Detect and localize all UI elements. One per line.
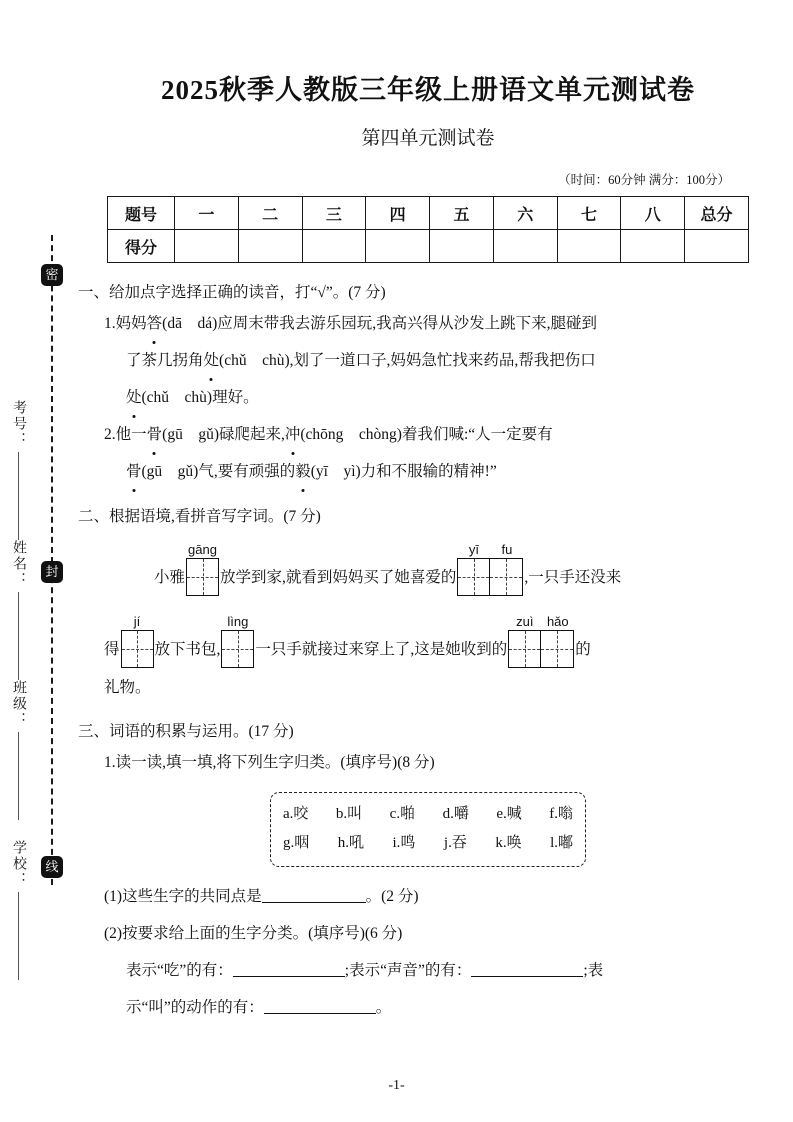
page-title: 2025秋季人教版三年级上册语文单元测试卷 — [161, 75, 695, 105]
paper-content — [78, 0, 778, 1023]
sub2-c: ;表 — [583, 961, 604, 979]
section-one-question-2 — [78, 419, 778, 450]
section-one-question-1 — [78, 308, 778, 339]
char-option-k: k.唤 — [495, 835, 522, 852]
sub2-b: ;表示“声音”的有： — [344, 961, 472, 979]
score-table — [107, 196, 749, 263]
pinyin-ling: lìng — [227, 614, 249, 629]
score-table-row-label-2: 得分 — [108, 230, 175, 263]
char-option-b: b.叫 — [335, 806, 363, 822]
field-name-line — [18, 592, 19, 680]
tianzige-cell[interactable] — [221, 630, 254, 668]
score-table-col-7: 七 — [557, 197, 621, 230]
field-exam-number-label: 考号： — [11, 400, 26, 448]
q2-l1-m1: (gū gǔ)碌爬起来, — [162, 426, 285, 443]
q1-l1-a: 妈妈 — [115, 315, 147, 332]
char-option-h: h.吼 — [337, 835, 365, 852]
s2-l1-b: 放学到家,就看到妈妈买了她喜爱的 — [220, 569, 457, 586]
tianzige-cell[interactable] — [490, 558, 523, 596]
score-table-col-8: 八 — [621, 197, 685, 230]
char-option-a: a.咬 — [283, 806, 309, 822]
seal-badge-feng: 封 — [41, 561, 63, 583]
field-class-label: 班级： — [11, 680, 26, 728]
char-option-f: f.嗡 — [549, 806, 573, 822]
sub2-d: 示“叫”的动作的有： — [126, 998, 264, 1016]
section-two-line-2 — [78, 614, 778, 668]
q2-dot-char-chong[interactable]: 冲 — [285, 419, 301, 450]
section-one-question-1-line3 — [78, 382, 778, 413]
tianzige-ji[interactable] — [121, 614, 154, 668]
pinyin-ji: jí — [133, 614, 141, 629]
section-one-heading — [78, 280, 778, 302]
table-row-scores — [108, 230, 749, 263]
section-two-line-1 — [78, 542, 778, 596]
table-row-header — [108, 197, 749, 230]
section-three-heading: 三、词语的积累与运用。(17 分) — [78, 723, 294, 740]
char-option-l: l.嘟 — [550, 835, 573, 852]
section-two-line-3: 礼物。 — [104, 679, 151, 696]
q2-l1-m2: (chōng chòng)着我们喊:“人一定要有 — [300, 426, 553, 443]
score-cell-total[interactable] — [685, 230, 749, 263]
score-cell-5[interactable] — [430, 230, 494, 263]
q1-l2-b: (chǔ chù),划了一道口子,妈妈急忙找来药品,帮我把伤口 — [219, 352, 596, 369]
field-name[interactable] — [8, 540, 28, 680]
field-exam-number-line — [18, 452, 19, 540]
q2-l2-m1: (gū gǔ)气,要有顽强的 — [141, 463, 296, 480]
tianzige-gang[interactable] — [186, 542, 219, 596]
sealing-margin — [0, 0, 72, 1122]
field-school-label: 学校： — [11, 840, 26, 888]
q2-l2-m2: (yī yì)力和不服输的精神!” — [310, 463, 497, 480]
section-three-question-1-heading: 1.读一读,填一填,将下列生字归类。(填序号)(8 分) — [104, 754, 435, 771]
q1-l3-b: (chǔ chù)理好。 — [141, 389, 259, 406]
s2-l2-c: 一只手就接过来穿上了,这是她收到的 — [255, 641, 508, 658]
section-two-heading: 二、根据语境,看拼音写字词。(7 分) — [78, 508, 321, 525]
q1-dot-char-da[interactable]: 答 — [147, 308, 163, 339]
score-table-row-label-1: 题号 — [108, 197, 175, 230]
pinyin-gang: gāng — [188, 542, 217, 557]
q1-dot-char-chu-2[interactable]: 处 — [126, 382, 142, 413]
tianzige-cell[interactable] — [186, 558, 219, 596]
sub2-e: 。 — [375, 998, 392, 1016]
q1-l2-a: 了茶几拐角 — [126, 352, 204, 369]
s2-l2-a: 得 — [104, 641, 120, 658]
score-cell-2[interactable] — [238, 230, 302, 263]
sub2-blank-call[interactable] — [264, 997, 376, 1014]
tianzige-zuihao[interactable] — [508, 614, 574, 668]
s2-l1-a: 小雅 — [154, 569, 186, 586]
tianzige-cell[interactable] — [457, 558, 490, 596]
field-exam-number[interactable] — [8, 400, 28, 540]
char-option-d: d.嚼 — [442, 806, 469, 822]
seal-dash-line — [51, 235, 53, 885]
char-option-j: j.吞 — [443, 835, 467, 852]
pinyin-hao: hǎo — [546, 614, 569, 629]
score-cell-8[interactable] — [621, 230, 685, 263]
section-three-sub-2-heading: (2)按要求给上面的生字分类。(填序号)(6 分) — [104, 924, 403, 942]
tianzige-cell[interactable] — [508, 630, 541, 668]
char-option-g: g.咽 — [283, 835, 310, 852]
character-row-2 — [283, 829, 573, 858]
exam-meta: （时间：60分钟 满分：100分） — [558, 173, 730, 187]
field-class-line — [18, 732, 19, 820]
sub2-blank-eat[interactable] — [233, 960, 345, 977]
character-options-box — [270, 792, 586, 867]
tianzige-cell[interactable] — [541, 630, 574, 668]
tianzige-yifu[interactable] — [457, 542, 523, 596]
q2-dot-char-gu-1[interactable]: 骨 — [147, 419, 163, 450]
sub2-a: 表示“吃”的有： — [126, 961, 233, 979]
q2-dot-char-gu-2[interactable]: 骨 — [126, 456, 142, 487]
pinyin-zui: zuì — [516, 614, 534, 629]
field-school-line — [18, 892, 19, 980]
s2-l1-c: ,一只手还没来 — [524, 569, 622, 586]
score-cell-4[interactable] — [366, 230, 430, 263]
score-table-col-total: 总分 — [685, 197, 749, 230]
section-three-sub-2-line1 — [78, 955, 778, 986]
seal-badge-xian: 线 — [41, 856, 63, 878]
score-cell-3[interactable] — [302, 230, 366, 263]
char-option-c: c.啪 — [389, 806, 416, 822]
q1-number: 1. — [104, 315, 116, 332]
field-class[interactable] — [8, 680, 28, 820]
score-table-col-3: 三 — [302, 197, 366, 230]
character-row-1 — [283, 800, 573, 829]
q1-dot-char-chu-1[interactable]: 处 — [204, 345, 220, 376]
section-three-sub-1 — [78, 881, 778, 912]
score-table-col-2: 二 — [238, 197, 302, 230]
sub2-blank-sound[interactable] — [471, 960, 583, 977]
score-table-col-6: 六 — [493, 197, 557, 230]
char-option-e: e.喊 — [496, 806, 522, 822]
field-school[interactable] — [8, 840, 28, 980]
section-three-sub-2-line2 — [78, 992, 778, 1023]
section-one-question-1-line2 — [78, 345, 778, 376]
score-cell-7[interactable] — [557, 230, 621, 263]
score-table-col-5: 五 — [430, 197, 494, 230]
q2-number: 2. — [104, 426, 116, 443]
score-table-col-1: 一 — [175, 197, 239, 230]
seal-badge-mi: 密 — [41, 264, 63, 286]
q2-l1-a: 他一 — [115, 426, 147, 443]
q2-dot-char-yi[interactable]: 毅 — [295, 456, 311, 487]
field-name-label: 姓名： — [11, 540, 26, 588]
tianzige-cell[interactable] — [121, 630, 154, 668]
s2-l2-d: 的 — [575, 641, 591, 658]
section-one-question-2-line2 — [78, 456, 778, 487]
tianzige-ling[interactable] — [221, 614, 254, 668]
score-table-col-4: 四 — [366, 197, 430, 230]
page-number: -1- — [388, 1078, 405, 1093]
score-cell-6[interactable] — [493, 230, 557, 263]
sub1-label: (1)这些生字的共同点是 — [104, 887, 262, 905]
s2-l2-b: 放下书包, — [154, 641, 221, 658]
pinyin-fu: fu — [501, 542, 513, 557]
sub1-tail: 。(2 分) — [365, 887, 419, 905]
sub1-answer-blank[interactable] — [262, 886, 366, 903]
char-option-i: i.鸣 — [392, 835, 416, 852]
section-one-heading-text: 一、给加点字选择正确的读音，打“√”。(7 分) — [78, 284, 386, 301]
score-cell-1[interactable] — [175, 230, 239, 263]
page-subtitle: 第四单元测试卷 — [361, 128, 495, 149]
pinyin-yi: yī — [468, 542, 479, 557]
q1-l1-b: (dā dá)应周末带我去游乐园玩,我高兴得从沙发上跳下来,腿碰到 — [162, 315, 597, 332]
